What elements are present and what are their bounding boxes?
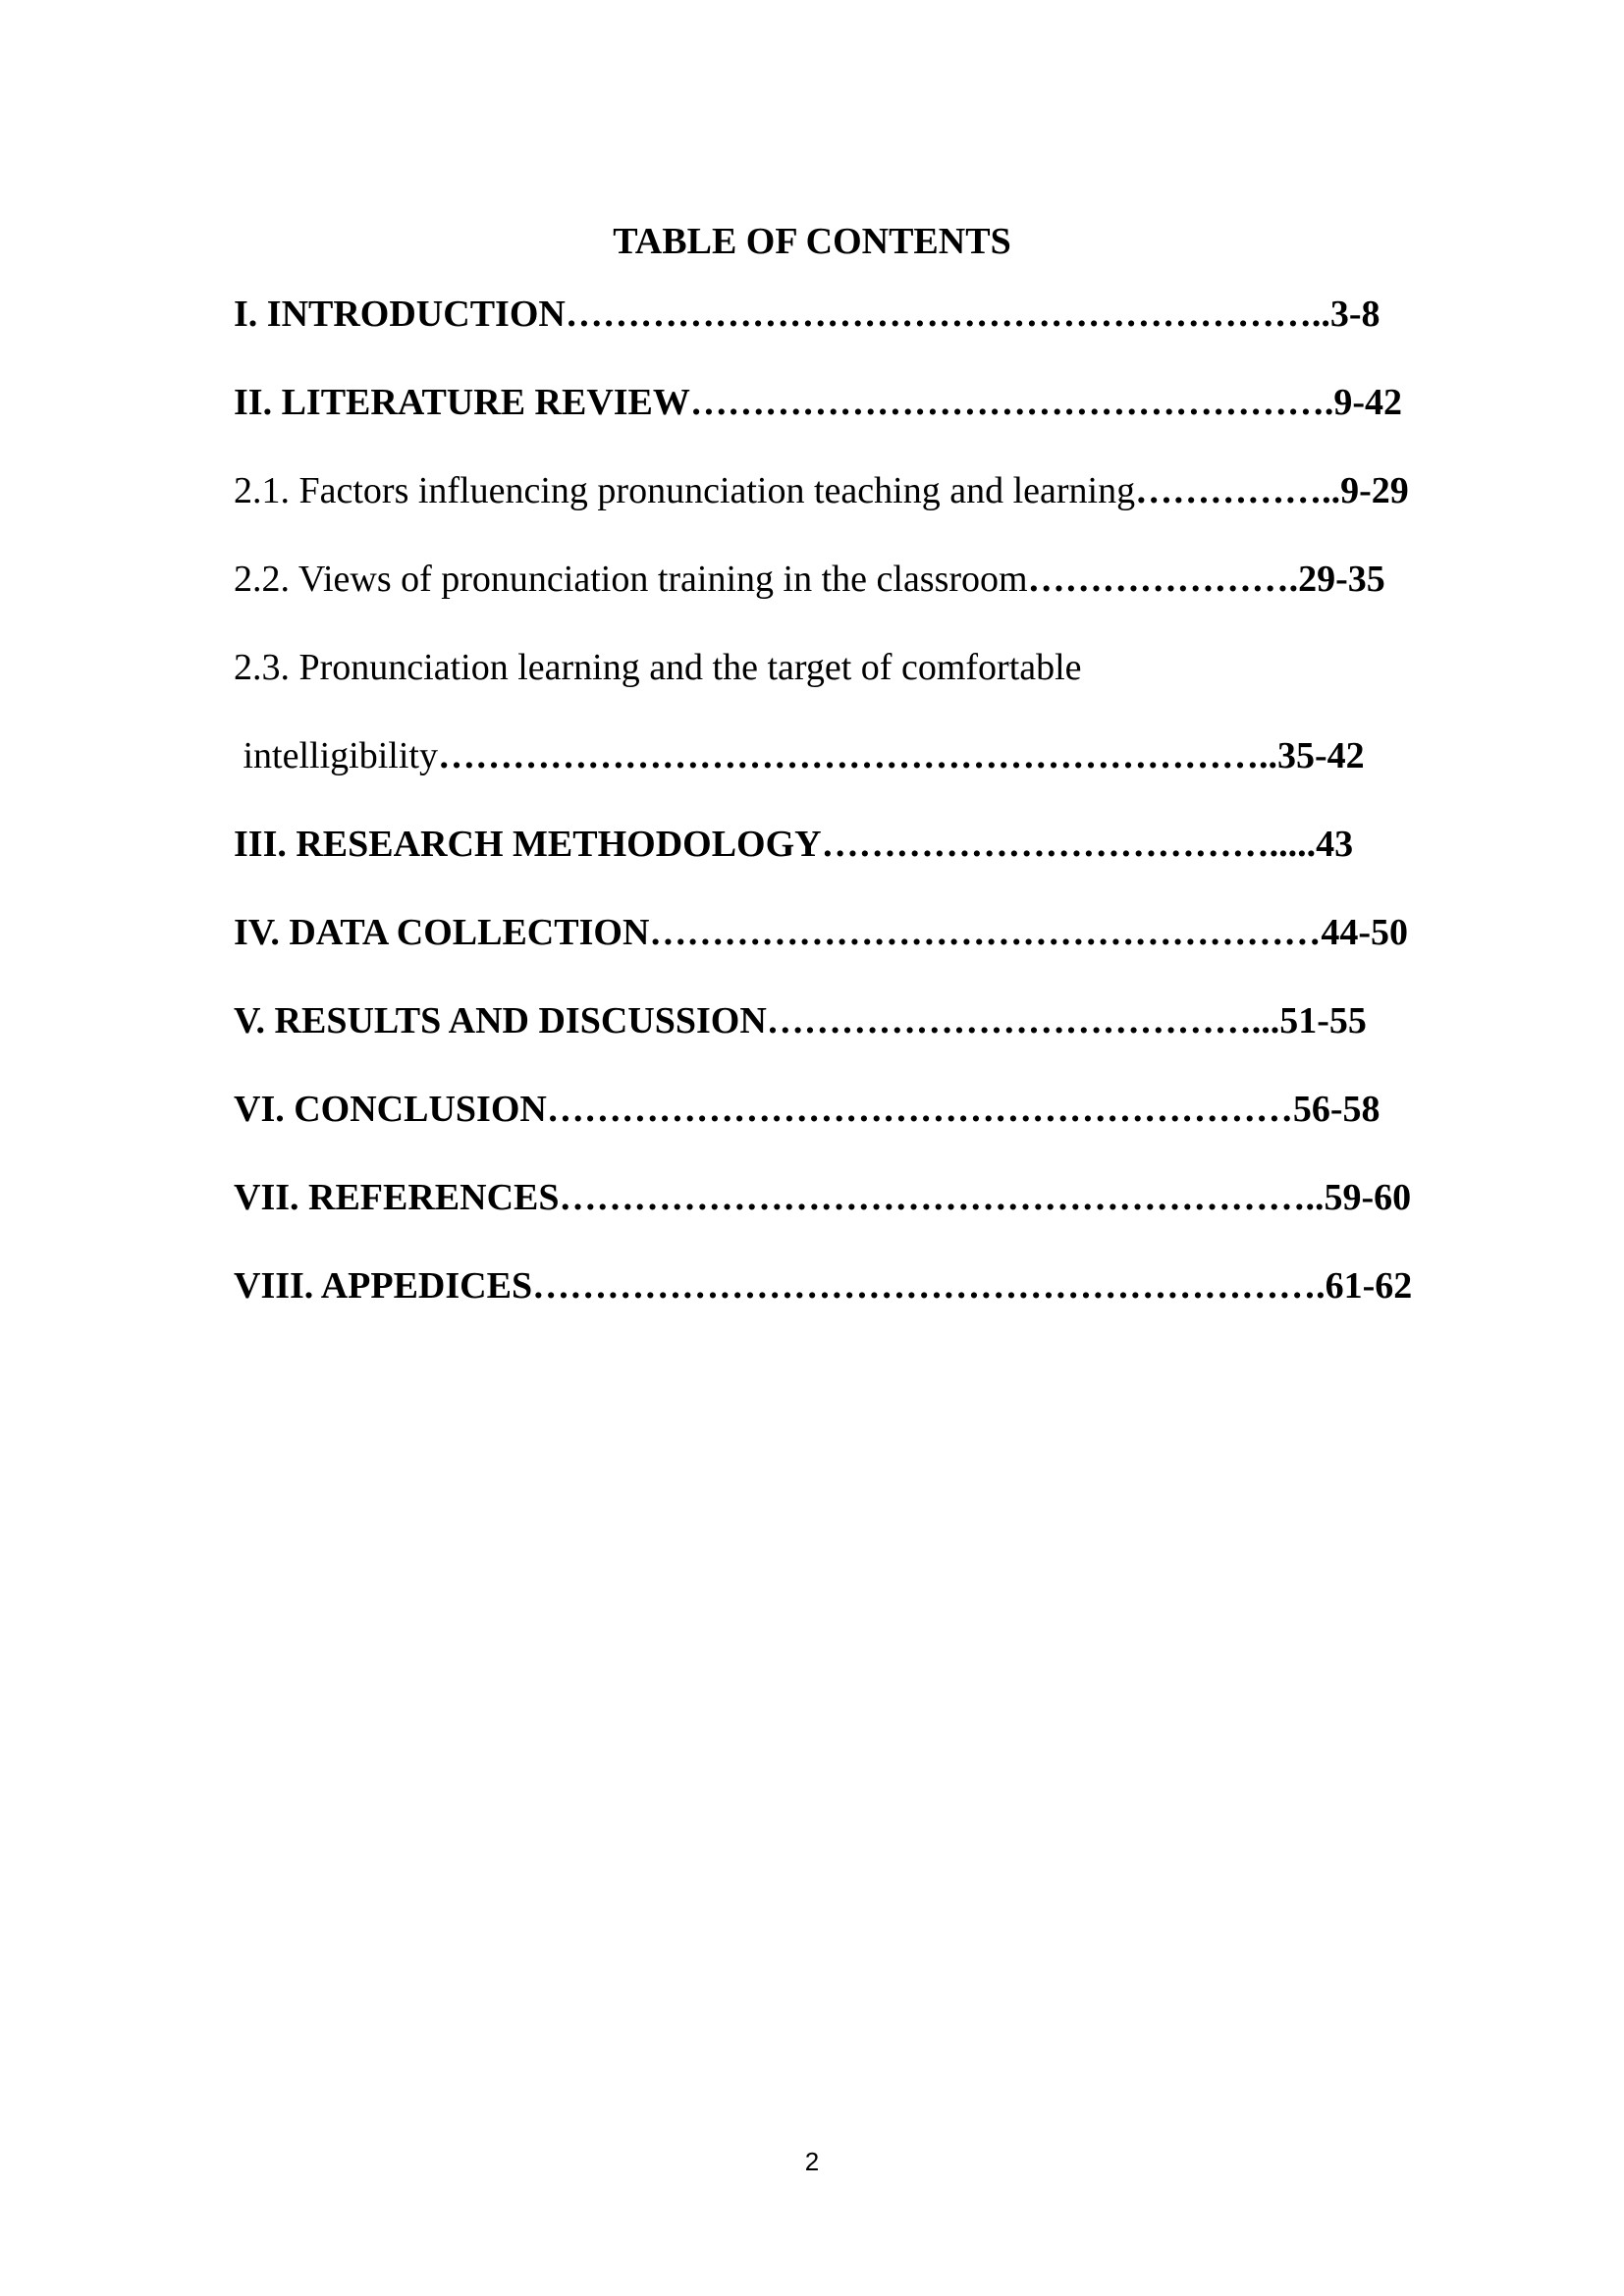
toc-entry-references[interactable] — [234, 1174, 1411, 1221]
toc-page-range: 35-42 — [1276, 735, 1365, 776]
toc-page-range: 3-8 — [1329, 294, 1380, 335]
toc-leader-dots: …………………. — [1027, 559, 1299, 600]
toc-entry-label: IV. DATA COLLECTION — [234, 912, 650, 953]
toc-entry-label: 2.3. Pronunciation learning and the target of comfortable — [234, 647, 1082, 688]
toc-entry-label: 2.2. Views of pronunciation training in the classroom — [234, 559, 1028, 600]
toc-page-range: 51-55 — [1279, 1000, 1367, 1041]
toc-leader-dots: …………………………………………………… — [546, 1089, 1293, 1130]
toc-page-range: 9-29 — [1340, 470, 1409, 511]
toc-entry-results-and-discussion[interactable] — [234, 997, 1367, 1044]
toc-entry-appendices[interactable] — [234, 1262, 1412, 1309]
toc-page-range: 56-58 — [1292, 1089, 1380, 1130]
toc-leader-dots: ……………………………………………. — [689, 382, 1334, 423]
toc-entry-2-3[interactable] — [234, 644, 1082, 691]
toc-page-range: 44-50 — [1321, 912, 1409, 953]
toc-entry-label: V. RESULTS AND DISCUSSION — [234, 1000, 767, 1041]
toc-entry-research-methodology[interactable] — [234, 821, 1353, 868]
toc-entry-2-2[interactable] — [234, 556, 1385, 603]
toc-entry-label: VIII. APPEDICES — [234, 1265, 533, 1307]
toc-page-range: 43 — [1316, 824, 1354, 865]
toc-entry-label: 2.1. Factors influencing pronunciation teaching and learning — [234, 470, 1136, 511]
toc-leader-dots: …………………………………... — [766, 1000, 1280, 1041]
toc-leader-dots: ………………………………..... — [821, 824, 1317, 865]
toc-leader-dots: …………….. — [1135, 470, 1341, 511]
toc-entry-conclusion[interactable] — [234, 1086, 1380, 1133]
toc-entry-label: III. RESEARCH METHODOLOGY — [234, 824, 822, 865]
toc-entry-2-1[interactable] — [234, 467, 1409, 514]
toc-page-range: 59-60 — [1324, 1177, 1412, 1218]
toc-entry-2-3-continued[interactable] — [234, 732, 1365, 779]
toc-leader-dots: …………………………………………………….. — [565, 294, 1330, 335]
toc-leader-dots: ………………………………………………………. — [532, 1265, 1326, 1307]
toc-entry-label: I. INTRODUCTION — [234, 294, 566, 335]
toc-entry-label: II. LITERATURE REVIEW — [234, 382, 690, 423]
toc-page-range: 29-35 — [1298, 559, 1385, 600]
toc-entry-introduction[interactable] — [234, 291, 1380, 338]
toc-leader-dots: ……………………………………………… — [649, 912, 1322, 953]
toc-page-range: 61-62 — [1325, 1265, 1413, 1307]
toc-entry-label: intelligibility — [234, 735, 438, 776]
toc-entry-label: VI. CONCLUSION — [234, 1089, 547, 1130]
toc-leader-dots: ………………………………………………………….. — [437, 735, 1277, 776]
toc-entry-label: VII. REFERENCES — [234, 1177, 560, 1218]
toc-leader-dots: …………………………………………………….. — [559, 1177, 1325, 1218]
toc-entry-data-collection[interactable] — [234, 909, 1408, 956]
page-title: TABLE OF CONTENTS — [613, 221, 1011, 262]
toc-page-range: 9-42 — [1333, 382, 1403, 423]
page-number: 2 — [804, 2147, 820, 2176]
toc-entry-literature-review[interactable] — [234, 379, 1402, 426]
